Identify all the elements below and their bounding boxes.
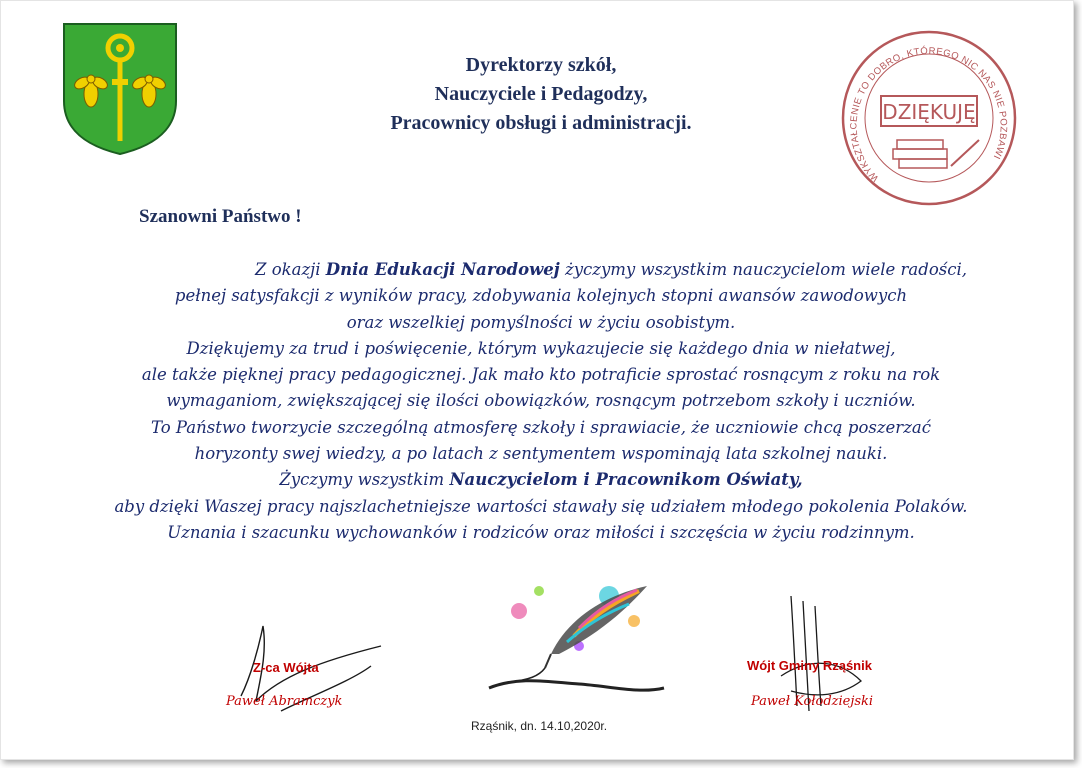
signature-right-name: Paweł Kołodziejski: [751, 694, 874, 709]
body-line-11: Uznania i szacunku wychowanków i rodziców oraz miłości i szczęścia w życiu rodzinnym.: [167, 522, 915, 542]
body-line-6: wymaganiom, zwiększającej się ilości obowiązków, rosnącym potrzebom szkoły i uczniów.: [166, 391, 916, 411]
place-date: Rząśnik, dn. 14.10,2020r.: [471, 719, 608, 733]
body-line-5: ale także pięknej pracy pedagogicznej. Jak mało kto potraficie sprostać rosnącym z roku na rok: [141, 365, 941, 385]
body-line-7: To Państwo tworzycie szczególną atmosferę szkoły i sprawiacie, że uczniowie chcą poszerzać: [151, 417, 931, 437]
coat-of-arms-icon: [61, 21, 179, 157]
body-line-3: oraz wszelkiej pomyślności w życiu osobistym.: [346, 312, 736, 332]
heading-line-3: Pracownicy obsługi i administracji.: [390, 112, 692, 134]
stamp-word: DZIĘKUJĘ: [882, 100, 976, 124]
quill-pen-icon: [479, 576, 669, 706]
body-line-9-pre: Życzymy wszystkim: [279, 470, 450, 490]
body-line-8: horyzonty swej wiedzy, a po latach z sentymentem wspominają lata szkolnej nauki.: [194, 444, 888, 464]
stamp-ring-text: WYKSZTAŁCENIE TO DOBRO, KTÓREGO NIC NAS NIE POZBAWI: [848, 45, 1009, 184]
body-line-1-pre: Z okazji: [254, 260, 326, 279]
signature-left-name: Paweł Abramczyk: [226, 694, 343, 709]
body-line-2: pełnej satysfakcji z wyników pracy, zdobywania kolejnych stopni awansów zawodowych: [174, 286, 908, 306]
body-line-1-post: życzymy wszystkim nauczycielom wiele radości,: [559, 260, 967, 279]
letter-body: [41, 257, 1041, 546]
heading-line-1: Dyrektorzy szkół,: [465, 54, 617, 76]
signature-right-title: Wójt Gminy Rząśnik: [747, 658, 872, 673]
signature-left-title: Z-ca Wójta: [253, 660, 319, 675]
heading-line-2: Nauczyciele i Pedagodzy,: [434, 83, 648, 105]
body-line-10: aby dzięki Waszej pracy najszlachetniejsze wartości stawały się udziałem młodego pokolenia Polaków.: [114, 496, 968, 516]
body-line-9: [41, 467, 1041, 493]
signature-left: [201, 616, 401, 726]
body-line-1: [41, 257, 1041, 283]
salutation: Szanowni Państwo !: [139, 206, 302, 227]
signature-right: [721, 586, 931, 726]
recipient-heading: [301, 51, 781, 138]
body-line-9-bold: Nauczycielom i Pracownikom Oświaty,: [449, 470, 803, 490]
thank-you-stamp-icon: [839, 28, 1019, 208]
body-line-4: Dziękujemy za trud i poświęcenie, którym wykazujecie się każdego dnia w niełatwej,: [186, 338, 896, 358]
body-line-1-bold: Dnia Edukacji Narodowej: [325, 260, 560, 279]
